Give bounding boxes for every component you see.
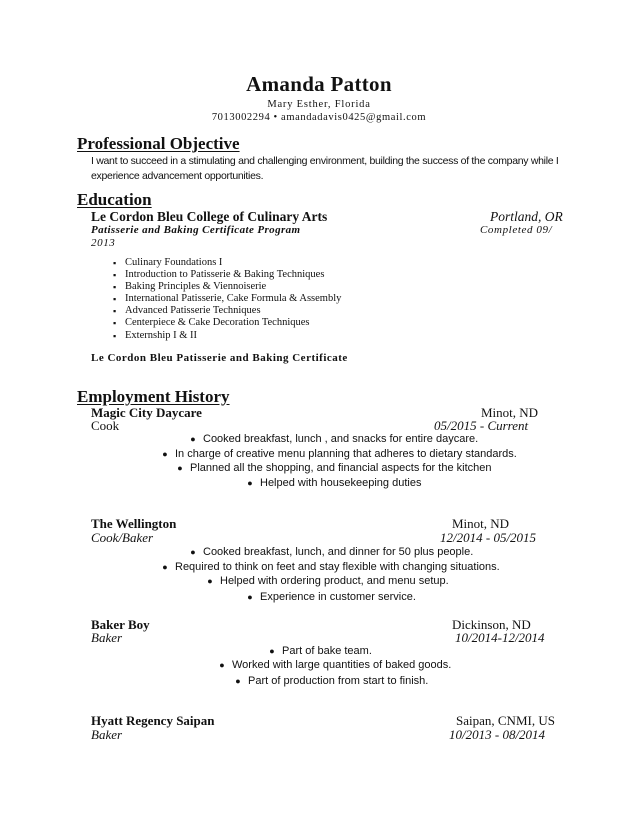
course-item: ▪ Advanced Patisserie Techniques xyxy=(113,305,261,317)
bullet-icon: ● xyxy=(177,463,183,473)
education-completed: Completed 09/ xyxy=(480,224,553,236)
bullet-icon: ● xyxy=(269,646,275,656)
job-employer: Baker Boy xyxy=(91,617,150,632)
candidate-location: Mary Esther, Florida xyxy=(267,99,371,110)
bullet-icon: ● xyxy=(190,434,196,444)
job-duty: ● Part of production from start to finish. xyxy=(228,675,428,687)
education-program: Patisserie and Baking Certificate Program xyxy=(91,224,301,236)
job-role: Cook xyxy=(91,418,120,433)
bullet-icon: ● xyxy=(207,576,213,586)
job-employer: Hyatt Regency Saipan xyxy=(91,713,215,728)
bullet-icon: ● xyxy=(162,449,168,459)
course-item: ▪ Centerpiece & Cake Decoration Techniques xyxy=(113,317,310,329)
job-duty: ● In charge of creative menu planning that adheres to dietary standards. xyxy=(155,448,517,460)
bullet-icon: ● xyxy=(219,660,225,670)
candidate-contact: 7013002294 • amandadavis0425@gmail.com xyxy=(211,112,427,123)
bullet-icon: ▪ xyxy=(113,294,117,305)
course-list xyxy=(113,257,341,342)
job-dates: 05/2015 - Current xyxy=(434,418,529,433)
bullet-icon: ▪ xyxy=(113,306,117,317)
bullet-icon: ▪ xyxy=(113,282,117,293)
job-location: Saipan, CNMI, US xyxy=(456,713,555,728)
course-item: ▪ Externship I & II xyxy=(113,329,198,341)
objective-heading: Professional Objective xyxy=(77,134,240,153)
bullet-icon: ● xyxy=(247,478,253,488)
job-dates: 10/2013 - 08/2014 xyxy=(449,727,546,742)
job-location: Minot, ND xyxy=(481,405,539,420)
education-heading: Education xyxy=(77,190,152,209)
job-duty: ● Part of bake team. xyxy=(262,645,372,657)
job-duty: ● Worked with large quantities of baked goods. xyxy=(212,659,451,671)
job-duty: ● Helped with ordering product, and menu setup. xyxy=(200,575,449,587)
bullet-icon: ▪ xyxy=(113,318,117,329)
course-item: ▪ Introduction to Patisserie & Baking Techniques xyxy=(113,269,325,281)
job-role: Cook/Baker xyxy=(91,530,154,545)
job-dates: 12/2014 - 05/2015 xyxy=(440,530,537,545)
course-item: ▪ Baking Principles & Viennoiserie xyxy=(113,281,267,293)
bullet-icon: ● xyxy=(162,562,168,572)
course-item: ▪ Culinary Foundations I xyxy=(113,257,223,268)
job-duty: ● Experience in customer service. xyxy=(240,591,416,603)
job-location: Minot, ND xyxy=(452,516,510,531)
job-duty: ● Cooked breakfast, lunch , and snacks for entire daycare. xyxy=(183,433,478,445)
job-role: Baker xyxy=(91,630,123,645)
education-school-location: Portland, OR xyxy=(490,209,563,224)
education-certificate: Le Cordon Bleu Patisserie and Baking Certificate xyxy=(91,352,348,364)
job-duty: ● Helped with housekeeping duties xyxy=(240,477,421,489)
bullet-icon: ● xyxy=(235,676,241,686)
course-item: ▪ International Patisserie, Cake Formula & Assembly xyxy=(113,293,342,305)
job-duty: ● Planned all the shopping, and financial aspects for the kitchen xyxy=(170,462,491,474)
bullet-icon: ▪ xyxy=(113,270,117,281)
bullet-icon: ▪ xyxy=(113,330,117,341)
education-school: Le Cordon Bleu College of Culinary Arts xyxy=(91,209,328,224)
bullet-icon: ● xyxy=(247,592,253,602)
job-role: Baker xyxy=(91,727,123,742)
job-duty: ● Required to think on feet and stay flexible with changing situations. xyxy=(155,561,500,573)
education-year: 2013 xyxy=(91,237,116,249)
job-employer: Magic City Daycare xyxy=(91,405,202,420)
bullet-icon: ▪ xyxy=(113,258,117,268)
job-dates: 10/2014-12/2014 xyxy=(455,630,545,645)
employment-heading: Employment History xyxy=(77,387,230,406)
job-employer: The Wellington xyxy=(91,516,177,531)
objective-text: I want to succeed in a stimulating and challenging environment, building the success of the company while I experience advancement opportunities. xyxy=(91,155,559,182)
job-duty: ● Cooked breakfast, lunch, and dinner for 50 plus people. xyxy=(183,546,473,558)
job-location: Dickinson, ND xyxy=(452,617,531,632)
candidate-name: Amanda Patton xyxy=(246,72,392,96)
bullet-icon: ● xyxy=(190,547,196,557)
